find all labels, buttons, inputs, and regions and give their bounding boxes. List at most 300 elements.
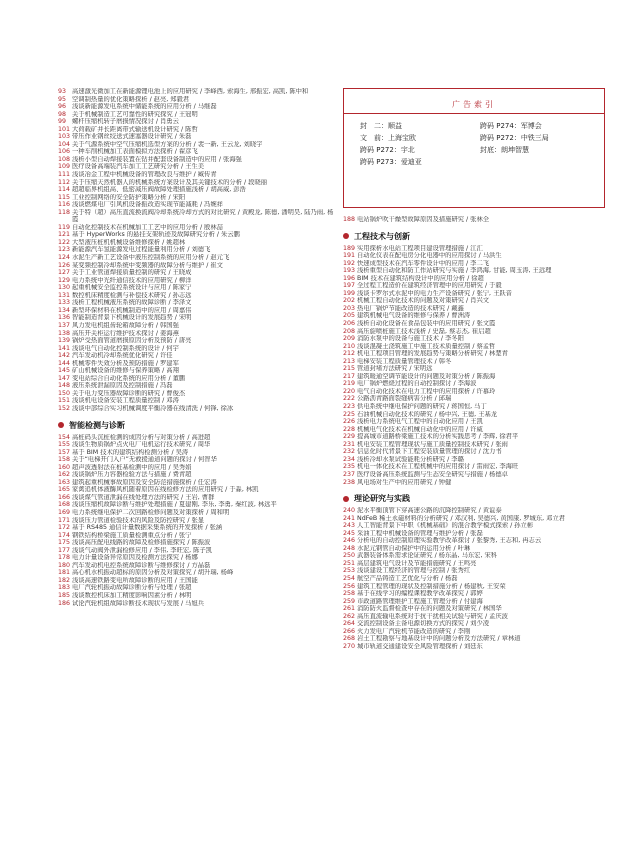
page-number: 197 [343, 282, 356, 290]
toc-entry [343, 479, 605, 487]
entry-title: 浅析工程机械液压系统的故障诊断 / 李泽文 [72, 299, 192, 307]
toc-entry [343, 373, 605, 381]
entry-title: 浅谈中部综合实习机械调度平衡冷器在线清洗 / 何锋, 徐冰 [72, 404, 234, 412]
page-number: 103 [58, 133, 71, 141]
page-number: 109 [58, 163, 71, 171]
toc-entry [58, 201, 338, 209]
toc-entry [58, 345, 338, 353]
ad-advertiser: 爱迪亚 [400, 158, 422, 166]
page-number: 241 [343, 514, 356, 522]
page-number: 251 [343, 559, 356, 567]
page-number: 157 [58, 448, 71, 456]
entry-title: BIM 技术在建筑结构设计中的应用分析 / 徐超 [357, 274, 484, 282]
page-number: 148 [58, 382, 71, 390]
page-number: 166 [58, 493, 71, 501]
section-heading [343, 493, 605, 504]
toc-list [58, 88, 338, 413]
toc-entry [343, 613, 605, 621]
page-number: 209 [343, 335, 356, 343]
toc-entry [343, 583, 605, 591]
page-number: 175 [58, 539, 71, 547]
toc-entry [343, 320, 605, 328]
entry-title: 电站锅炉吹干燥型故障原因及措施研究 / 张林全 [357, 216, 490, 223]
toc-entry [58, 314, 338, 322]
entry-title: 提高城市道路桥梁施工技术的分析实践思考 / 李辉, 徐君平 [357, 433, 519, 441]
entry-title: 螺杆压缩机转子磨损情况探讨 / 肖勇云 [72, 118, 179, 126]
toc-entry [343, 471, 605, 479]
toc-entry [343, 260, 605, 268]
toc-entry [58, 322, 338, 330]
entry-title: 建筑工程管理的现状及控制措施分析 / 杨建秋, 王安荣 [357, 582, 506, 590]
entry-title: 变电站综合自动化系统的应用分析 / 董鹏 [72, 374, 186, 382]
toc-entry [343, 522, 605, 530]
page-number: 219 [343, 380, 356, 388]
toc-entry [58, 532, 338, 540]
page-number: 118 [58, 208, 71, 216]
page-number: 174 [58, 531, 71, 539]
toc-entry [58, 600, 338, 608]
entry-title: 自动化仪表在配电房分化电器中的应用探讨 / 马洪生 [357, 252, 502, 260]
page-number: 99 [58, 118, 67, 126]
page-number: 163 [58, 478, 71, 486]
entry-title: 风力发电机组齿轮箱故障分析 / 韩国强 [72, 321, 179, 329]
entry-title: 浅谈电气自动化控制系统的设计 / 何宇 [72, 344, 179, 352]
ad-index-title: 广告索引 [452, 100, 496, 109]
page-number: 258 [343, 590, 356, 598]
toc-entry [58, 405, 338, 413]
entry-title: 自动化控制技术在机械加工工艺中的应用分析 / 殷林喆 [72, 223, 223, 231]
toc-entry [58, 562, 338, 570]
entry-title: 浅谈生物质锅炉点火电厂电机运行技术研究 / 周华 [72, 441, 211, 449]
page-number: 108 [58, 155, 71, 163]
page-number: 121 [58, 231, 71, 239]
entry-title: 实用探析水电站工程项目建设管理措施 / 江汇 [357, 244, 483, 252]
ad-index-item [480, 144, 590, 156]
entry-title: 带压作业钢丝绞送式速塞器设计研究 / 朱磊 [72, 133, 192, 141]
toc-entry [58, 277, 338, 285]
page-number: 106 [58, 148, 71, 156]
entry-title: 电力系统继电保护二次回路检修问题及对策探析 / 周和明 [72, 508, 230, 516]
page-number: 134 [58, 306, 71, 314]
entry-title: 数控机床精度检测与补偿技术研究 / 孙志远 [72, 291, 192, 299]
entry-title: 机械工程自动化技术的问题及对策研究 / 肖兴文 [357, 297, 490, 305]
toc-entry [58, 292, 338, 300]
ad-index-item [480, 120, 590, 132]
ad-position: 封 二： [360, 122, 388, 130]
toc-entry [58, 330, 338, 338]
page-number: 222 [343, 395, 356, 403]
page-number: 208 [343, 327, 356, 335]
toc-entry [58, 96, 338, 104]
entry-title: 浅谈压力管道检验技术的风险及防控研究 / 张显 [72, 516, 205, 524]
toc-entry [58, 554, 338, 562]
page-number: 228 [343, 425, 356, 433]
page-number: 203 [343, 304, 356, 312]
page-number: 261 [343, 605, 356, 613]
toc-entry [58, 494, 338, 502]
entry-title: 城市轨道交通建设安全风险管理探析 / 刘廷东 [357, 642, 483, 650]
page-number: 178 [58, 554, 71, 562]
toc-entry [58, 584, 338, 592]
page-number: 188 [343, 216, 356, 223]
page-number: 206 [343, 320, 356, 328]
toc-entry [343, 628, 605, 636]
entry-title: 一种车削机械加工表面模拟方法探析 / 翟彦飞 [72, 148, 198, 156]
toc-entry [343, 463, 605, 471]
entry-title: 浅析重型自动化和防工作站研究与实施 / 李鸿海, 甘能, 周玉涛, 王远理 [357, 267, 552, 275]
entry-title: 关于“电梯开门入户”无救援通道问题的探讨 / 何智华 [72, 456, 217, 464]
toc-entry [343, 252, 605, 260]
toc-entry [343, 448, 605, 456]
page-number: 154 [58, 433, 71, 441]
entry-title: 起重机械安全监控系统设计与应用 / 陈家宁 [72, 284, 192, 292]
page-number: 185 [58, 592, 71, 599]
toc-entry [58, 103, 338, 111]
section-bullet-icon [343, 496, 349, 502]
page-number: 142 [58, 352, 71, 360]
toc-entry [58, 434, 338, 442]
ad-index-item [360, 156, 470, 168]
entry-title: 新能源汽车氢能源发电过程能量利用分析 / 刘德飞 [72, 246, 211, 254]
entry-title: 电气自动化技术在电力工程中的应用探析 / 许慕玲 [357, 387, 496, 395]
entry-title: 高压直流输电系统对于抗干扰相关试验与研究 / 孟庆波 [357, 612, 508, 620]
entry-title: 浅析小型自动焊接装置在钻井配套设备制造中的应用 / 张海强 [72, 155, 242, 163]
toc-entry [343, 643, 605, 651]
page-number: 158 [58, 456, 71, 464]
page-number: 169 [58, 508, 71, 516]
page-number: 182 [58, 576, 71, 584]
page-number: 205 [343, 312, 356, 320]
page-number: 115 [58, 193, 71, 201]
entry-title: 机械零件失效分析及预防措施 / 罗建军 [72, 359, 179, 367]
ad-index-item [480, 156, 590, 168]
toc-entry [58, 148, 338, 156]
page-number: 136 [58, 314, 71, 322]
toc-entry [58, 577, 338, 585]
toc-entry [58, 141, 338, 149]
page-number: 246 [343, 537, 356, 545]
entry-title: 火力发电厂汽轮机节能改造的研究 / 李刚 [357, 627, 471, 635]
toc-entry [343, 537, 605, 545]
toc-entry [58, 307, 338, 315]
toc-entry [343, 290, 605, 298]
entry-title: 消防防火监督检查中存在的问题及对策研究 / 林国华 [357, 605, 502, 613]
toc-entry [343, 282, 605, 290]
entry-title: 人工智能背景下中职《机械基础》的混合教学模式探索 / 孙立彬 [357, 522, 534, 530]
entry-title: 浅谈卡罗尔式水泥中的电力生产设备研究 / 张宁, 王跃音 [357, 289, 512, 297]
ad-advertiser: 顺益 [388, 122, 402, 130]
entry-title: 医疗设备高端装汽车加工工艺研究分析 / 王生美 [72, 163, 205, 171]
entry-title: 浅谈锅炉压力容器检验方法与措施 / 费青超 [72, 471, 192, 479]
toc-entry [58, 171, 338, 179]
entry-title: 钢铁结构桥梁施工质量检测重点分析 / 张宁 [72, 531, 192, 539]
entry-title: 机电一体化技术在工程机械中的应用探讨 / 雷雨宏, 李海旺 [357, 463, 519, 471]
ad-position: 跨码 P272： [360, 146, 401, 154]
toc-entry [58, 269, 338, 277]
toc-entry [58, 299, 338, 307]
toc-entry [58, 352, 338, 360]
toc-entry [58, 254, 338, 262]
ad-advertiser: 朗坤智慧 [501, 146, 529, 154]
page-number: 131 [58, 291, 71, 299]
toc-entry [343, 433, 605, 441]
section-heading [58, 420, 338, 431]
page-number: 101 [58, 125, 71, 133]
toc-entry [343, 312, 605, 320]
entry-title: 采油工程中机械设备的管理与维护分析 / 张磊 [357, 529, 483, 537]
toc-entry [343, 598, 605, 606]
entry-title: 水泥元钢管自动保护中的运用分析 / 叶琳 [357, 544, 471, 552]
page-number: 127 [58, 269, 71, 277]
entry-title: NdFeB 稀土永磁材料的分析研究 / 邓汉利, 吴德兴, 黄国康, 罗城东, 邓立君 [357, 514, 566, 522]
toc-entry [58, 337, 338, 345]
toc-entry [58, 88, 338, 96]
page-number: 130 [58, 284, 71, 292]
toc-entry [343, 275, 605, 283]
entry-title: 锅炉受热面管道磨损原因分析及预防 / 唐亮 [72, 337, 192, 345]
toc-entry [58, 224, 338, 232]
toc-entry [58, 246, 338, 254]
page-number: 256 [343, 582, 356, 590]
toc-entry [58, 479, 338, 487]
entry-title: 高压开关柜运行维护技术探讨 / 姜海燕 [72, 329, 179, 337]
toc-entry [343, 343, 605, 351]
toc-entry [58, 592, 338, 600]
ad-index-item [480, 132, 590, 144]
section-title-intelligent-detection: 智能检测与诊断 [69, 420, 125, 430]
ad-position: 跨码 P272： [480, 134, 521, 142]
entry-title: 关于气源系统中空气压缩机选型方案的分析 / 裴一新, 王云龙, 刘晓宇 [72, 140, 263, 148]
entry-title: 建筑机械电气设备的维修与保养 / 曹洲涛 [357, 312, 471, 320]
toc-entry [343, 441, 605, 449]
toc-entry [343, 411, 605, 419]
entry-title: 基于 RS485 通信计量数据采集系统的开发探析 / 张涵 [72, 524, 223, 532]
ad-index-list [360, 120, 590, 168]
entry-title: 航空产品铸造工艺优化与分析 / 杨磊 [357, 574, 458, 582]
page-number: 186 [58, 599, 71, 607]
section-title-theory: 理论研究与实践 [354, 494, 410, 504]
entry-title: 机电安装工程管理现状与施工质量控制技术研究 / 张雨 [357, 440, 508, 448]
entry-title: 浅谈气动阀外泄漏检修应用 / 李伟, 李旺宏, 陈子凯 [72, 546, 213, 554]
entry-title: 试论汽轮机组故障诊断技术现状与发展 / 马旭兵 [72, 599, 205, 607]
toc-entry [58, 486, 338, 494]
page-number: 95 [58, 95, 67, 103]
page-number: 210 [343, 342, 356, 350]
entry-title: 矿山机械设备的维修与保养策略 / 高翔 [72, 367, 179, 375]
ad-index-item [360, 120, 470, 132]
entry-title: 浅谈压缩机故障诊断与维护处理措施 / 夏建刚, 李乐, 李勇, 秦红波, 林远平 [72, 501, 277, 509]
page-number: 231 [343, 440, 356, 448]
toc-entry [58, 501, 338, 509]
ad-position: 跨码 P274： [480, 122, 521, 130]
entry-title: 电力系统中光纤通信技术的应用研究 / 柳洋 [72, 276, 192, 284]
section-title-engineering: 工程技术与创新 [354, 231, 410, 241]
toc-entry [58, 456, 338, 464]
ad-advertiser: 宇北 [400, 146, 415, 154]
entry-title: 消防水泵中的设备与施工技术 / 李冬阳 [357, 335, 464, 343]
entry-title: 高心机水机振动超标的原因分析及对策探究 / 胡升瑞, 杨峰 [72, 569, 234, 577]
page-number: 139 [58, 337, 71, 345]
page-number: 238 [343, 478, 356, 486]
toc-entry [58, 441, 338, 449]
entry-title: 建筑暖通空调节能设计的问题及对策分析 / 陈振海 [357, 372, 496, 380]
toc-entry [58, 179, 338, 187]
toc-entry [343, 418, 605, 426]
entry-title: 电厂锅炉燃烧过程的自动控制探讨 / 李海波 [357, 380, 477, 388]
entry-title: 高压旋喷桩施工技术浅析 / 史磊, 蔡志杰, 崔启超 [357, 327, 491, 335]
toc-entry [343, 403, 605, 411]
page-number: 172 [58, 524, 71, 532]
entry-title: 医疗设备高压系统监测与生态安全研究与措施 / 杨德卓 [357, 470, 508, 478]
page-number: 237 [343, 470, 356, 478]
page-number: 129 [58, 276, 71, 284]
entry-title: 市政道路管理维护工程施工管理分析 / 付建海 [357, 597, 483, 605]
entry-title: 交流控制设备主备电源切换方式的探究 / 刘少凌 [357, 620, 490, 628]
page-number: 171 [58, 516, 71, 524]
toc-entry [58, 390, 338, 398]
toc-entry [58, 449, 338, 457]
toc-entry [58, 156, 338, 164]
entry-title: 公路沥青路面裂缝病害分析 / 邱瑞 [357, 395, 452, 403]
ad-advertiser: 军博会 [520, 122, 542, 130]
toc-entry [343, 530, 605, 538]
page-number: 160 [58, 463, 71, 471]
right-column [343, 216, 605, 650]
toc-entry [343, 335, 605, 343]
entry-title: 大荷载矿井长距离带式输送机设计研究 / 陈哲 [72, 125, 198, 133]
toc-entry [343, 426, 605, 434]
page-number: 122 [58, 238, 71, 246]
page-number: 168 [58, 501, 71, 509]
toc-entry [58, 194, 338, 202]
toc-entry [58, 126, 338, 134]
entry-title: 供电系统中继电保护问题的研究 / 蒋国恒, 马丁 [357, 403, 487, 411]
page-number: 96 [58, 103, 67, 111]
toc-entry [343, 575, 605, 583]
page-number: 123 [58, 246, 71, 254]
page-number: 119 [58, 223, 71, 231]
toc-entry [58, 524, 338, 532]
toc-entry [58, 231, 338, 239]
toc-entry [58, 471, 338, 479]
toc-entry [343, 635, 605, 643]
entry-title: 建筑起重机械事故原因及安全防范措施探析 / 任宏涛 [72, 478, 217, 486]
toc-entry [58, 209, 338, 224]
page-number: 243 [343, 522, 356, 530]
entry-title: 浅谈数控机床加工精度影响因素分析 / 林明 [72, 592, 192, 599]
entry-title: 浅谈机电设备安装工程质量控制 / 邓涛 [72, 397, 179, 405]
entry-title: 快速成型技术在汽车零件设计中的应用 / 李二飞 [357, 259, 490, 267]
toc-list [343, 245, 605, 487]
entry-title: 石油机械自动化技术的研究 / 杨中兴, 王德, 王基龙 [357, 410, 498, 418]
page-number: 266 [343, 627, 356, 635]
page-number: 215 [343, 365, 356, 373]
entry-title: 基于 BIM 技术的建筑结构检测分析 / 吴涛 [72, 448, 189, 456]
entry-title: 浅析电力系统电气工程中的自动化应用 / 王凯 [357, 418, 483, 426]
entry-title: 风电场对生产中的应用研究 / 钟健 [357, 478, 452, 486]
entry-title: 家禽追机体液酶风机随着原因在线检修方法的应用研究 / 于淼, 林凯 [72, 486, 259, 494]
toc-entry [343, 245, 605, 253]
entry-title: 关于机械制造工艺可靠性的研究探究 / 王冠明 [72, 110, 198, 118]
page-number: 150 [58, 389, 71, 397]
page-number: 248 [343, 544, 356, 552]
page-number: 180 [58, 561, 71, 569]
page-number: 162 [58, 471, 71, 479]
page-number: 264 [343, 620, 356, 628]
entry-title: 电厂汽轮机振动故障诊断分析与处理 / 张超 [72, 584, 192, 592]
entry-title: 浅析冷却水泵试验能耗分析研究 / 李璐 [357, 455, 464, 463]
page-number: 104 [58, 140, 71, 148]
page-number: 199 [343, 289, 356, 297]
page-number: 112 [58, 178, 71, 186]
ad-advertiser: 中铁三局 [520, 134, 549, 142]
ad-advertiser: 上海宝欧 [388, 134, 416, 142]
entry-title: 浅谈新能源发电系统中储能系统的应用分析 / 马继磊 [72, 103, 217, 111]
page-number: 111 [58, 171, 71, 179]
entry-title: 浅谈高速铁路变电所故障诊断的应用 / 王国能 [72, 576, 198, 584]
page-number: 262 [343, 612, 356, 620]
toc-entry [343, 605, 605, 613]
page-number: 189 [343, 244, 356, 252]
entry-title: 浅谈燃煤电厂引风机设备振改造实现节能减耗 / 冯婉祥 [72, 201, 223, 209]
page-number: 147 [58, 374, 71, 382]
page-number: 183 [58, 584, 71, 592]
entry-title: 岩土工程勘察与地基设计中的问题分析及方法研究 / 章林道 [357, 635, 521, 643]
toc-entry [58, 367, 338, 375]
page-number: 137 [58, 321, 71, 329]
page-number: 133 [58, 299, 71, 307]
page-number: 144 [58, 359, 71, 367]
entry-title: 浅谈冶金工程中机械设备的管理改良与维护 / 臧传青 [72, 171, 217, 179]
entry-title: 高层建筑电气设计及节能措施研究 / 王鸣亮 [357, 559, 477, 567]
page-number: 232 [343, 448, 356, 456]
toc-entry [343, 560, 605, 568]
page-number: 126 [58, 261, 71, 269]
toc-entry [343, 456, 605, 464]
page-number: 234 [343, 455, 356, 463]
entry-title: 水泥生产新工艺设备中液压控制系统的应用分析 / 赵元飞 [72, 254, 230, 262]
section-heading [343, 231, 605, 242]
toc-entry [343, 267, 605, 275]
toc-entry [58, 517, 338, 525]
entry-title: 机械电气化技术在机械自动化中的应用 / 许威 [357, 425, 483, 433]
toc-list [343, 507, 605, 650]
entry-title: 浅谈高压配电线路的故障及检修措施探究 / 陈振波 [72, 539, 211, 547]
toc-entry [58, 509, 338, 517]
toc-entry [343, 328, 605, 336]
page-number: 268 [343, 635, 356, 643]
entry-title: 超声波透射法在桩基检测中的应用 / 吴秀娟 [72, 463, 192, 471]
toc-entry [343, 515, 605, 523]
entry-title: 智能制造背景下机械设计的发展趋势 / 宋明 [72, 314, 192, 322]
entry-title: 全过程工程造价在建筑经济管理中的应用研究 / 于毅 [357, 282, 502, 290]
page-number: 212 [343, 350, 356, 358]
entry-title: 基于 HyperWorks 的悬挂支架轨迹及故障研究分析 / 朱云鹏 [72, 231, 240, 239]
section-bullet-icon [58, 422, 64, 428]
toc-entry [58, 569, 338, 577]
toc-entry [343, 567, 605, 575]
entry-title: 浅谈煤气管道泄漏在线处理方法的研究 / 王岩, 曹群 [72, 493, 215, 501]
toc-entry [58, 163, 338, 171]
page-number: 165 [58, 486, 71, 494]
toc-entry [343, 365, 605, 373]
entry-title: 热电厂锅炉节能改造的技术研究 / 戴鑫 [357, 304, 464, 312]
page-number: 151 [58, 397, 71, 405]
entry-title: 高速激光微加工在新能源锂电池上的应用研究 / 李峰西, 索海生, 邢振宏, 高凯, 陈中和 [72, 88, 309, 95]
page-number: 98 [58, 110, 67, 118]
entry-title: 超超临界机组高、低密减压阀故障处理措施浅析 / 胡高威, 彭浩 [72, 186, 246, 194]
entry-title: 汽车发动机电控系统故障诊断与维修探讨 / 方晶磊 [72, 561, 211, 569]
